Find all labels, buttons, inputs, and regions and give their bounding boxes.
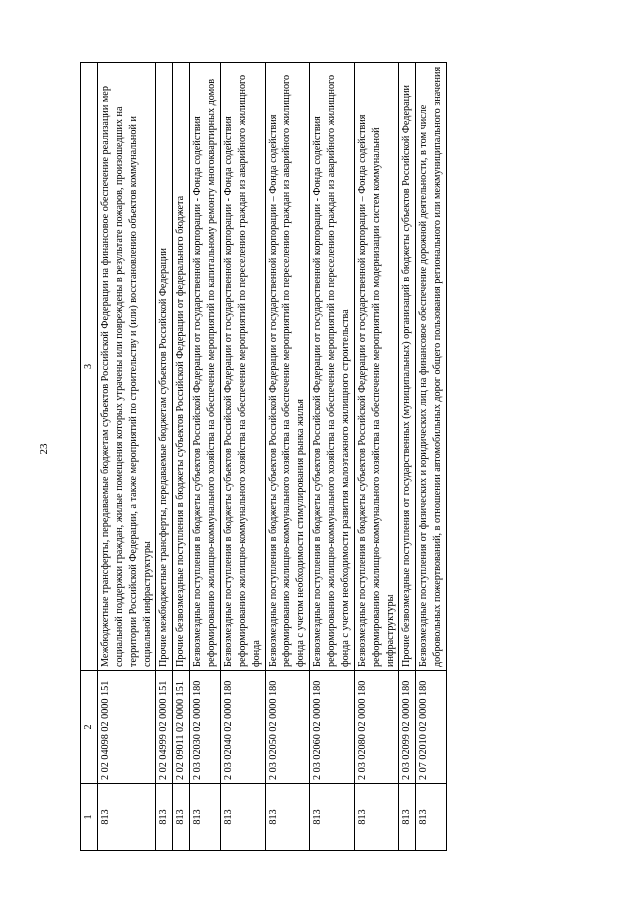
table-row	[354, 63, 399, 851]
revenue-code-cell: 2 03 02030 02 0000 180	[190, 671, 221, 784]
admin-code-cell: 813	[156, 784, 173, 851]
revenue-code-cell: 2 03 02099 02 0000 180	[399, 671, 416, 784]
revenue-code-cell: 2 02 09011 02 0000 151	[173, 671, 190, 784]
admin-code-cell: 813	[399, 784, 416, 851]
table-row	[220, 63, 265, 851]
table-row	[173, 63, 190, 851]
column-header-3: 3	[81, 63, 98, 671]
admin-code-cell: 813	[97, 784, 156, 851]
revenue-code-cell: 2 03 02040 02 0000 180	[220, 671, 265, 784]
admin-code-cell: 813	[190, 784, 221, 851]
table-row	[310, 63, 355, 851]
table-row	[265, 63, 310, 851]
revenue-code-cell: 2 07 02010 02 0000 180	[416, 671, 447, 784]
table-row	[190, 63, 221, 851]
admin-code-cell: 813	[265, 784, 310, 851]
revenue-code-cell: 2 03 02060 02 0000 180	[310, 671, 355, 784]
revenue-codes-table	[80, 62, 447, 851]
revenue-name-cell: Прочие безвозмездные поступления от государственных (муниципальных) организаций в бюджеты субъектов Российской Федерации	[399, 63, 416, 671]
admin-code-cell: 813	[416, 784, 447, 851]
revenue-name-cell: Прочие межбюджетные трансферты, передаваемые бюджетам субъектов Российской Федерации	[156, 63, 173, 671]
revenue-name-cell: Межбюджетные трансферты, передаваемые бюджетам субъектов Российской Федерации на финансовое обеспечение реализации мер социальной поддержки граждан, жилые помещения которых утрачены или повреждены в результате пожаров, произошедших на территории Российской Федерации, а также мероприятий по строительству и (или) восстановлению объектов коммунальной и социальной инфраструктуры	[97, 63, 156, 671]
revenue-name-cell: Безвозмездные поступления в бюджеты субъектов Российской Федерации от государственной корпорации – Фонда содействия реформированию жилищно-коммунального хозяйства на обеспечение мероприятий по модернизации систем коммунальной инфраструктуры	[354, 63, 399, 671]
column-header-1: 1	[81, 784, 98, 851]
column-header-2: 2	[81, 671, 98, 784]
admin-code-cell: 813	[354, 784, 399, 851]
revenue-code-cell: 2 02 04999 02 0000 151	[156, 671, 173, 784]
revenue-name-cell: Безвозмездные поступления в бюджеты субъектов Российской Федерации от государственной корпорации - Фонда содействия реформированию жилищно-коммунального хозяйства на обеспечение мероприятий по переселению граждан из аварийного жилищного фонда с учетом необходимости развития малоэтажного жилищного строительства	[310, 63, 355, 671]
table-row	[399, 63, 416, 851]
revenue-name-cell: Безвозмездные поступления от физических и юридических лиц на финансовое обеспечение дорожной деятельности, в том числе добровольных пожертвований, в отношении автомобильных дорог общего пользования регионального или межмуниципального значения	[416, 63, 447, 671]
admin-code-cell: 813	[310, 784, 355, 851]
admin-code-cell: 813	[173, 784, 190, 851]
revenue-name-cell: Безвозмездные поступления в бюджеты субъектов Российской Федерации от государственной корпорации - Фонда содействия реформированию жилищно-коммунального хозяйства на обеспечение мероприятий по капитальному ремонту многоквартирных домов	[190, 63, 221, 671]
table-row	[97, 63, 156, 851]
revenue-code-cell: 2 03 02080 02 0000 180	[354, 671, 399, 784]
admin-code-cell: 813	[220, 784, 265, 851]
table-row	[416, 63, 447, 851]
revenue-codes-table-wrapper	[80, 63, 447, 851]
revenue-name-cell: Безвозмездные поступления в бюджеты субъектов Российской Федерации от государственной корпорации - Фонда содействия реформированию жилищно-коммунального хозяйства на обеспечение мероприятий по переселению граждан из аварийного жилищного фонда	[220, 63, 265, 671]
revenue-name-cell: Безвозмездные поступления в бюджеты субъектов Российской Федерации от государственной корпорации – Фонда содействия реформированию жилищно-коммунального хозяйства на обеспечение мероприятий по переселению граждан из аварийного жилищного фонда с учетом необходимости стимулирования рынка жилья	[265, 63, 310, 671]
page-number: 23	[38, 443, 50, 455]
revenue-code-cell: 2 03 02050 02 0000 180	[265, 671, 310, 784]
table-header-row	[81, 63, 98, 851]
revenue-code-cell: 2 02 04098 02 0000 151	[97, 671, 156, 784]
revenue-name-cell: Прочие безвозмездные поступления в бюджеты субъектов Российской Федерации от федерального бюджета	[173, 63, 190, 671]
table-row	[156, 63, 173, 851]
